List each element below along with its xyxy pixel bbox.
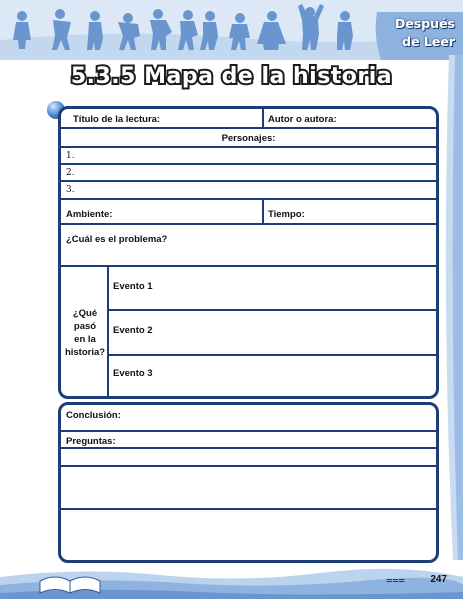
characters-label: Personajes: bbox=[221, 133, 276, 144]
event-label: Evento 2 bbox=[113, 325, 153, 336]
author-field-label: Autor o autora: bbox=[268, 114, 337, 125]
section-tag bbox=[371, 12, 463, 60]
questions-label: Preguntas: bbox=[66, 436, 116, 447]
problem-label: ¿Cuál es el problema? bbox=[66, 234, 168, 245]
section-tag-line2: de Leer bbox=[402, 34, 455, 49]
setting-label: Ambiente: bbox=[66, 209, 113, 220]
what-happened-label: ¿Qué pasó en la historia? bbox=[64, 308, 106, 358]
section-tag-line1: Después bbox=[394, 16, 455, 31]
event-label: Evento 3 bbox=[113, 368, 153, 379]
conclusion-label: Conclusión: bbox=[66, 410, 121, 421]
page-number: 247 bbox=[430, 574, 447, 585]
event-label: Evento 1 bbox=[113, 281, 153, 292]
page-marker-icon: ⩶ bbox=[386, 574, 405, 586]
decorative-right-strip bbox=[435, 55, 463, 560]
story-map-form bbox=[58, 106, 439, 399]
character-number: 1. bbox=[66, 151, 75, 161]
page-title: 5.3.5 Mapa de la historia bbox=[70, 64, 393, 89]
title-field-label: Título de la lectura: bbox=[73, 114, 161, 125]
conclusion-form bbox=[58, 402, 439, 563]
time-label: Tiempo: bbox=[268, 209, 305, 220]
character-number: 2. bbox=[66, 168, 75, 178]
character-number: 3. bbox=[66, 185, 75, 195]
